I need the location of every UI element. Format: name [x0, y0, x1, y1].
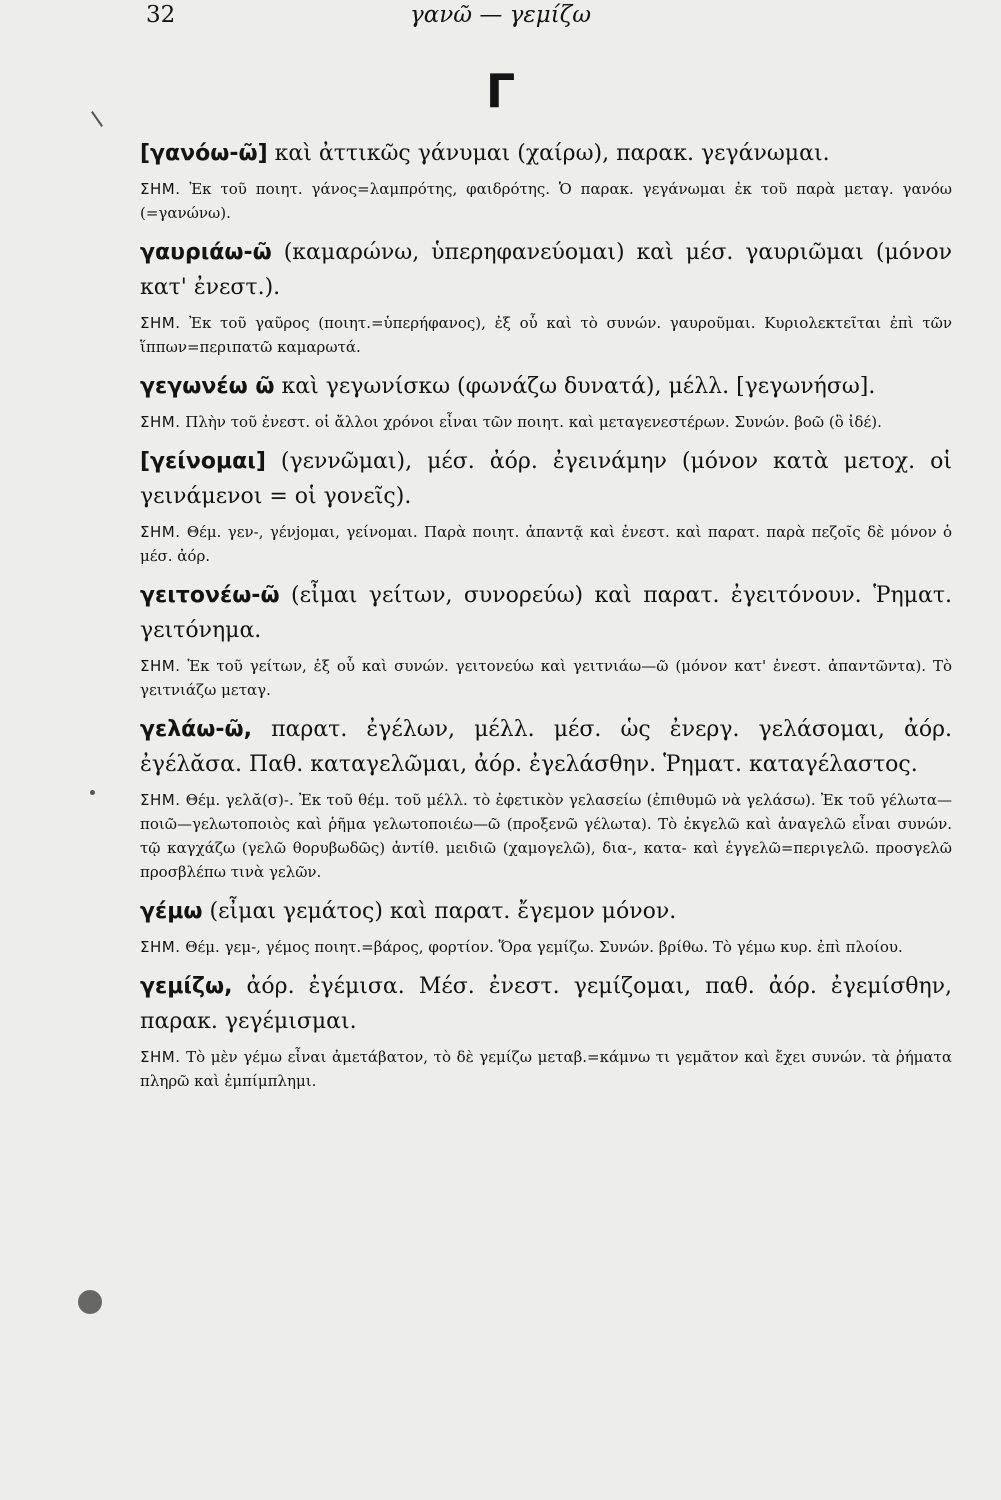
- note-text: Θέμ. γεν-, γένjομαι, γείνομαι. Παρὰ ποιητ. ἀπαντᾷ καὶ ἐνεστ. καὶ παρατ. παρὰ πεζοῖς δὲ μόνον ὁ μέσ. ἀόρ.: [140, 523, 952, 565]
- entry-definition: [140, 712, 952, 782]
- entry-note: [140, 520, 952, 568]
- entry-headword: [γανόω-ῶ]: [140, 141, 268, 166]
- note-label: ΣΗΜ.: [140, 791, 181, 809]
- entry-ganoo: [140, 136, 952, 225]
- note-text: Ἐκ τοῦ γείτων, ἐξ οὗ καὶ συνών. γειτονεύω καὶ γειτνιάω—ῶ (μόνον κατ' ἐνεστ. ἀπαντῶντα). Τὸ γειτνιάζω μεταγ.: [140, 657, 952, 699]
- ink-stain: [78, 1290, 102, 1314]
- entry-gelao: [140, 712, 952, 884]
- running-head: γανῶ — γεμίζω: [410, 2, 591, 28]
- entry-definition-text: παρατ. ἐγέλων, μέλλ. μέσ. ὡς ἐνεργ. γελάσομαι, ἀόρ. ἐγέλᾰσα. Παθ. καταγελῶμαι, ἀόρ. ἐγελάσθην. Ῥηματ. καταγέλαστος.: [140, 717, 952, 777]
- entry-gemizo: [140, 969, 952, 1093]
- note-label: ΣΗΜ.: [140, 657, 181, 675]
- entry-definition: [140, 444, 952, 514]
- note-text: Θέμ. γεμ-, γέμος ποιητ.=βάρος, φορτίον. Ὅρα γεμίζω. Συνών. βρίθω. Τὸ γέμω κυρ. ἐπὶ πλοίου.: [180, 938, 903, 956]
- note-label: ΣΗΜ.: [140, 180, 181, 198]
- entry-definition-text: καὶ ἀττικῶς γάνυμαι (χαίρω), παρακ. γεγάνωμαι.: [267, 141, 830, 166]
- entry-definition-text: (γεννῶμαι), μέσ. ἀόρ. ἐγεινάμην (μόνον κατὰ μετοχ. οἱ γεινάμενοι = οἱ γονεῖς).: [140, 449, 952, 509]
- entry-note: [140, 788, 952, 884]
- page-number: 32: [146, 2, 176, 28]
- section-letter: Γ: [485, 64, 516, 118]
- entry-definition-text: ἀόρ. ἐγέμισα. Μέσ. ἐνεστ. γεμίζομαι, παθ. ἀόρ. ἐγεμίσθην, παρακ. γεγέμισμαι.: [140, 974, 952, 1034]
- note-label: ΣΗΜ.: [140, 413, 181, 431]
- note-text: Πλὴν τοῦ ἐνεστ. οἱ ἄλλοι χρόνοι εἶναι τῶν ποιητ. καὶ μεταγενεστέρων. Συνών. βοῶ (ὃ ἰδέ).: [180, 413, 882, 431]
- entry-definition: [140, 136, 952, 171]
- entry-headword: γαυριάω-ῶ: [140, 240, 272, 265]
- entry-definition: [140, 369, 952, 404]
- note-text: Θέμ. γελᾰ(σ)-. Ἐκ τοῦ θέμ. τοῦ μέλλ. τὸ ἐφετικὸν γελασείω (ἐπιθυμῶ νὰ γελάσω). Ἐκ τοῦ γέλωτα—ποιῶ—γελωτοποιὸς καὶ ῥῆμα γελωτοποιέω—ῶ (προξενῶ γέλωτα). Τὸ ἐκγελῶ καὶ ἀναγελῶ εἶναι συνών. τῷ καγχάζω (γελῶ θορυβωδῶς) ἀντίθ. μειδιῶ (χαμογελῶ), δια-, κατα- καὶ ἐγγελῶ=περιγελῶ. προσγελῶ προσβλέπω τινὰ γελῶν.: [140, 791, 952, 881]
- entry-definition: [140, 969, 952, 1039]
- note-text: Τὸ μὲν γέμω εἶναι ἀμετάβατον, τὸ δὲ γεμίζω μεταβ.=κάμνω τι γεμᾶτον καὶ ἔχει συνών. τὰ ῥήματα πληρῶ καὶ ἐμπίμπλημι.: [140, 1048, 952, 1090]
- entry-note: [140, 177, 952, 225]
- entry-headword: γέμω: [140, 899, 203, 924]
- entry-headword: γεγωνέω ῶ: [140, 374, 275, 399]
- entry-definition-text: (εἶμαι γεμάτος) καὶ παρατ. ἔγεμον μόνον.: [202, 899, 677, 924]
- note-label: ΣΗΜ.: [140, 1048, 181, 1066]
- note-label: ΣΗΜ.: [140, 314, 181, 332]
- entry-definition: [140, 578, 952, 648]
- entry-definition-text: καὶ γεγωνίσκω (φωνάζω δυνατά), μέλλ. [γεγωνήσω].: [274, 374, 876, 399]
- entry-note: [140, 1045, 952, 1093]
- margin-dot: [90, 790, 95, 795]
- entry-headword: γελάω-ῶ,: [140, 717, 252, 742]
- page-header: [0, 0, 1001, 40]
- entry-gauriao: [140, 235, 952, 359]
- note-label: ΣΗΜ.: [140, 523, 181, 541]
- note-text: Ἐκ τοῦ ποιητ. γάνος=λαμπρότης, φαιδρότης. Ὁ παρακ. γεγάνωμαι ἐκ τοῦ παρὰ μεταγ. γανόω (=γανώνω).: [140, 180, 952, 222]
- entry-gemo: [140, 894, 952, 959]
- entry-definition: [140, 235, 952, 305]
- entry-geinomai: [140, 444, 952, 568]
- entry-note: [140, 410, 952, 434]
- note-label: ΣΗΜ.: [140, 938, 181, 956]
- entry-headword: γειτονέω-ῶ: [140, 583, 280, 608]
- entry-definition-text: (εἶμαι γείτων, συνορεύω) καὶ παρατ. ἐγειτόνουν. Ῥηματ. γειτόνημα.: [140, 583, 952, 643]
- entry-headword: γεμίζω,: [140, 974, 233, 999]
- entry-geitoneo: [140, 578, 952, 702]
- entry-definition: [140, 894, 952, 929]
- entries-column: [140, 136, 952, 1103]
- note-text: Ἐκ τοῦ γαῦρος (ποιητ.=ὑπερήφανος), ἐξ οὗ καὶ τὸ συνών. γαυροῦμαι. Κυριολεκτεῖται ἐπὶ τῶν ἵππων=περιπατῶ καμαρωτά.: [140, 314, 952, 356]
- entry-definition-text: (καμαρώνω, ὑπερηφανεύομαι) καὶ μέσ. γαυριῶμαι (μόνον κατ' ἐνεστ.).: [140, 240, 952, 300]
- entry-gegoneo: [140, 369, 952, 434]
- entry-note: [140, 311, 952, 359]
- entry-note: [140, 654, 952, 702]
- entry-note: [140, 935, 952, 959]
- entry-headword: [γείνομαι]: [140, 449, 266, 474]
